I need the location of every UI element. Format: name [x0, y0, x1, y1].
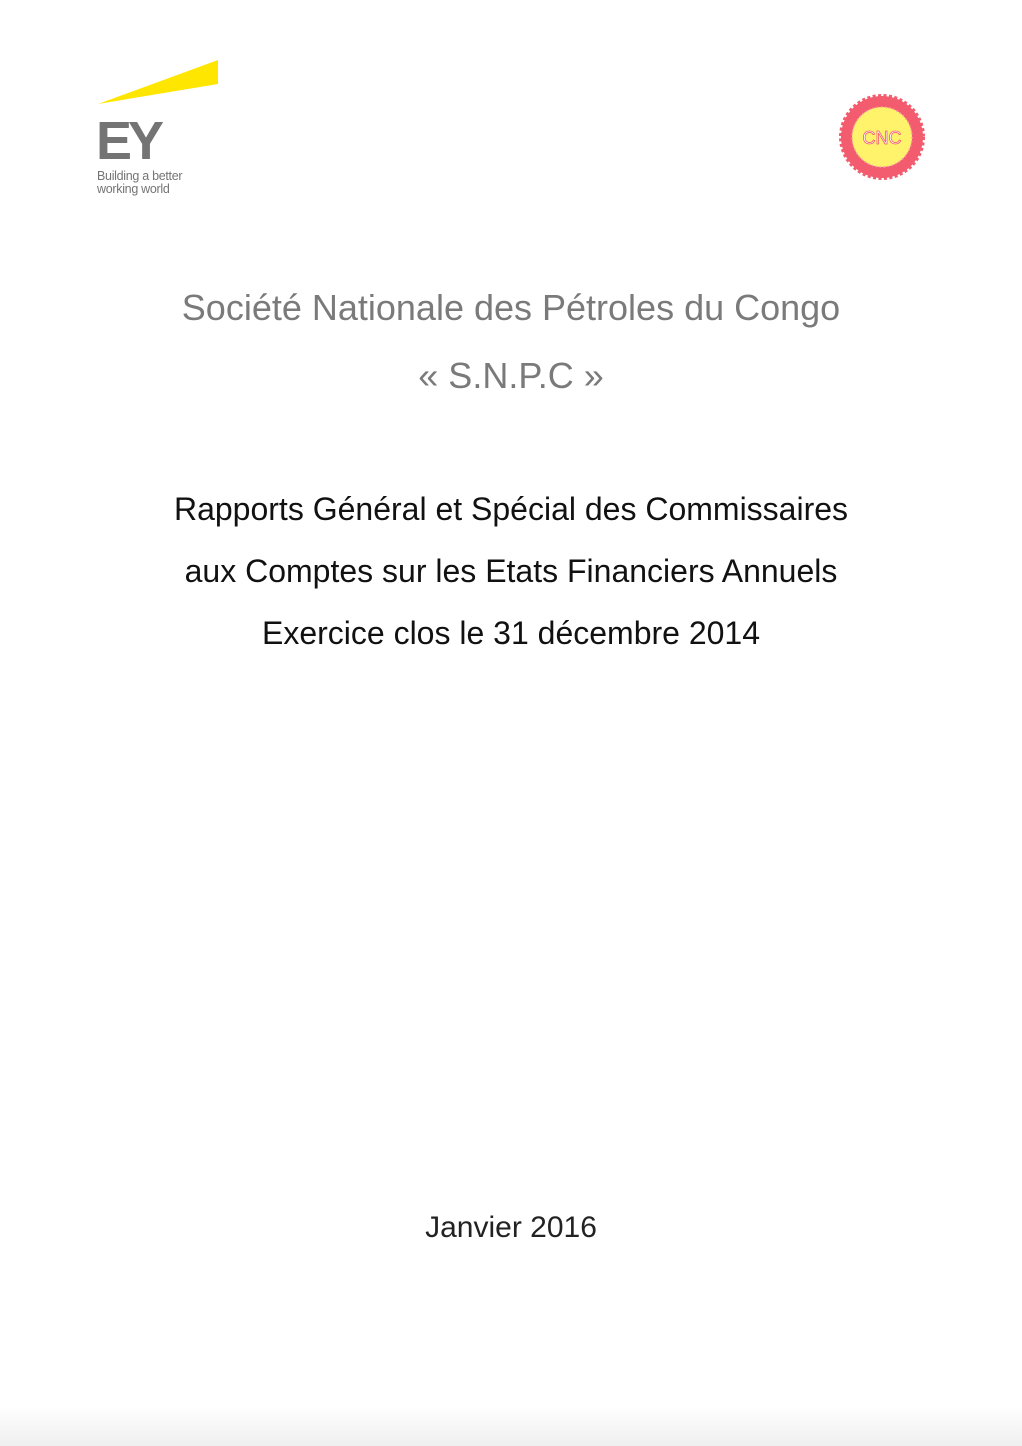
- cnc-seal-logo: [838, 93, 926, 181]
- ey-beam-icon: [96, 58, 221, 108]
- company-abbreviation: « S.N.P.C »: [418, 355, 604, 396]
- ey-logo-tagline: [97, 170, 227, 196]
- report-title-line-2: aux Comptes sur les Etats Financiers Annuels: [184, 553, 838, 589]
- report-date: Janvier 2016: [425, 1211, 597, 1244]
- company-name: Société Nationale des Pétroles du Congo: [181, 287, 841, 328]
- ey-tagline-line-2: working world: [97, 182, 170, 196]
- report-title-line-3: Exercice clos le 31 décembre 2014: [261, 615, 761, 651]
- report-title-line-1: Rapports Général et Spécial des Commissaires: [173, 491, 849, 527]
- page-bottom-edge: [0, 1406, 1022, 1446]
- cnc-seal-text: CNC: [862, 128, 902, 148]
- ey-logo: [96, 58, 226, 203]
- report-title: [0, 478, 1022, 664]
- ey-logo-mark: EY: [96, 111, 161, 171]
- ey-tagline-line-1: Building a better: [97, 169, 183, 183]
